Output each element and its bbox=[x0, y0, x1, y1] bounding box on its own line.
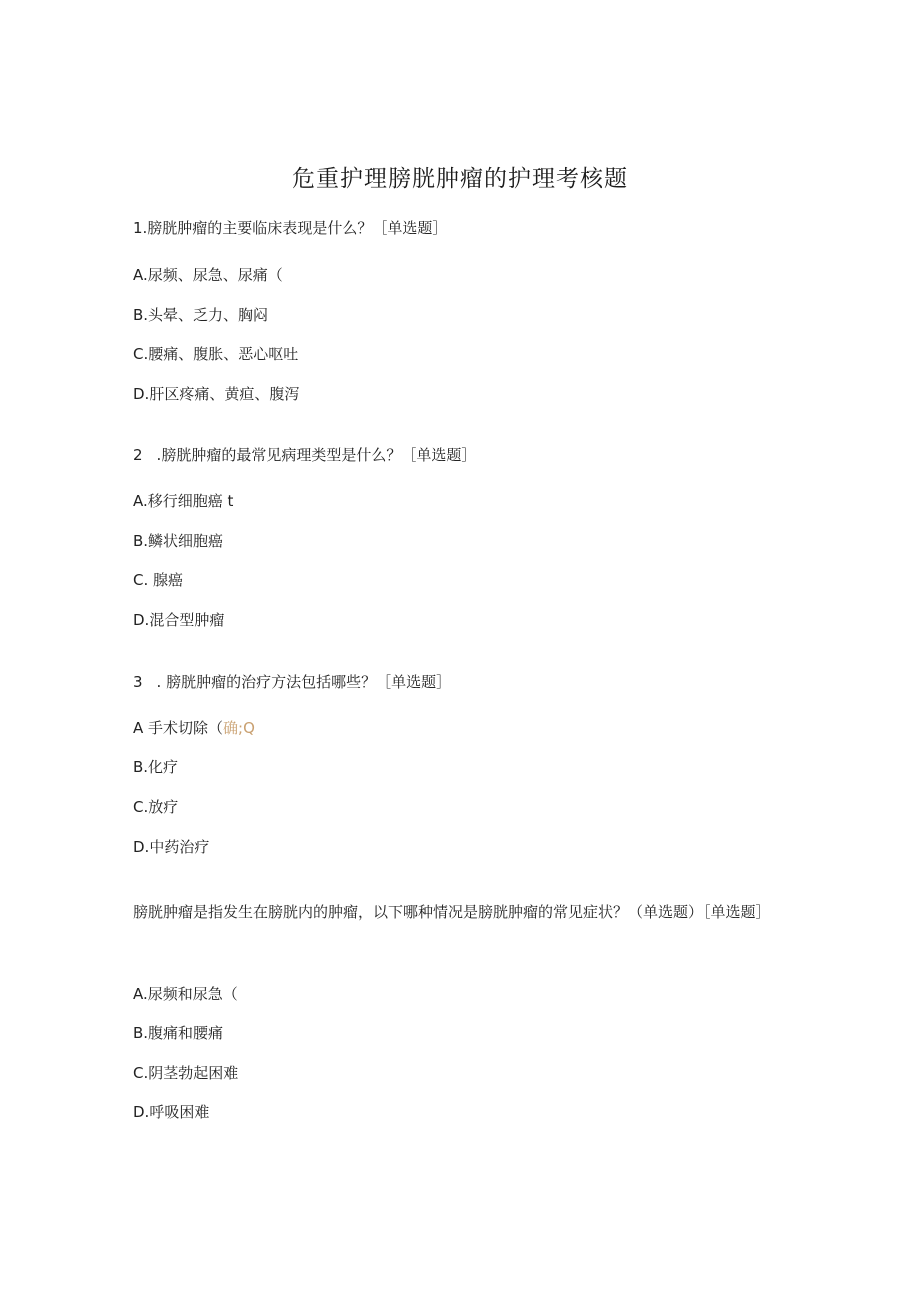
q3-option-a-text: A 手术切除（ bbox=[133, 719, 224, 737]
question-4: 膀胱肿瘤是指发生在膀胱内的肿瘤，以下哪种情况是膀胱肿瘤的常见症状？（单选题）［单选题］ bbox=[133, 903, 771, 921]
q2-option-a: A.移行细胞癌 t bbox=[133, 492, 234, 510]
question-3-number: 3 bbox=[133, 673, 143, 691]
question-1: 1.膀胱肿瘤的主要临床表现是什么？［单选题］ bbox=[133, 219, 448, 237]
q3-option-b: B.化疗 bbox=[133, 758, 179, 776]
question-2 bbox=[133, 445, 476, 465]
q3-option-c: C.放疗 bbox=[133, 798, 179, 816]
question-2-text: .膀胱肿瘤的最常见病理类型是什么？［单选题］ bbox=[156, 446, 477, 464]
q4-option-b: B.腹痛和腰痛 bbox=[133, 1024, 224, 1042]
q1-option-b: B.头晕、乏力、胸闷 bbox=[133, 306, 269, 324]
q2-option-b: B.鳞状细胞癌 bbox=[133, 532, 224, 550]
correct-mark: 确;Q bbox=[223, 719, 255, 737]
q3-option-d: D.中药治疗 bbox=[133, 838, 210, 856]
question-3 bbox=[133, 672, 451, 692]
q4-option-a: A.尿频和尿急（ bbox=[133, 985, 238, 1003]
q4-option-c: C.阴茎勃起困难 bbox=[133, 1064, 239, 1082]
q3-option-a bbox=[133, 718, 255, 738]
question-2-number: 2 bbox=[133, 446, 143, 464]
q1-option-a: A.尿频、尿急、尿痛（ bbox=[133, 266, 283, 284]
q1-option-d: D.肝区疼痛、黄疸、腹泻 bbox=[133, 385, 300, 403]
q4-option-d: D.呼吸困难 bbox=[133, 1103, 210, 1121]
q1-option-c: C.腰痛、腹胀、恶心呕吐 bbox=[133, 345, 299, 363]
q2-option-c: C. 腺癌 bbox=[133, 571, 184, 589]
question-3-text: . 膀胱肿瘤的治疗方法包括哪些？［单选题］ bbox=[156, 673, 452, 691]
q2-option-d: D.混合型肿瘤 bbox=[133, 611, 225, 629]
page-title: 危重护理膀胱肿瘤的护理考核题 bbox=[292, 166, 628, 192]
